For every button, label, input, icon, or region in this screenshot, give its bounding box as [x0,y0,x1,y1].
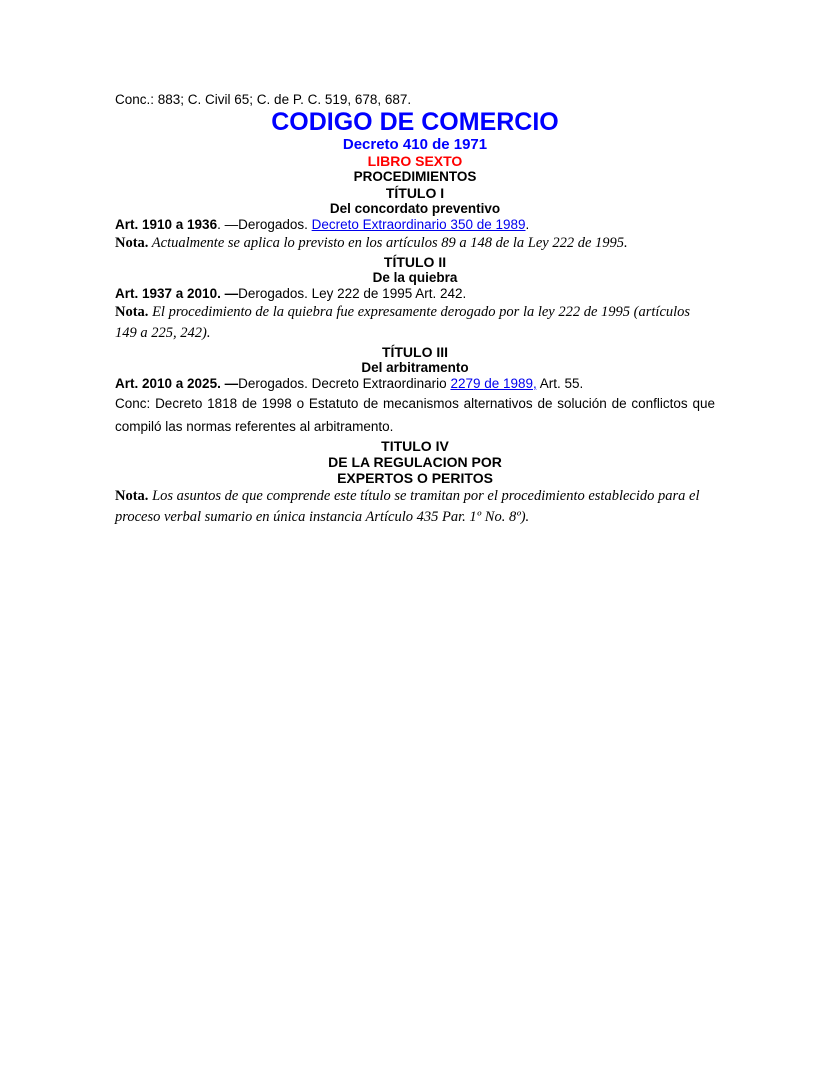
procedimientos-heading: PROCEDIMIENTOS [353,169,477,184]
titulo-iii-subheading: Del arbitramento [361,360,469,375]
nota-label: Nota. [115,488,149,504]
titulo-i-heading: TÍTULO I [385,185,445,201]
conc-reference-top: Conc.: 883; C. Civil 65; C. de P. C. 519, 678, 687. [115,92,412,107]
article-2010-2025-mid: Derogados. Decreto Extraordinario [238,376,451,391]
article-1910-1936-range: Art. 1910 a 1936 [115,217,218,232]
article-1910-1936-end: . [525,217,530,232]
titulo-i-subheading: Del concordato preventivo [329,201,501,216]
titulo-iii-heading: TÍTULO III [381,344,449,360]
conc-decreto-1818-paragraph: Conc: Decreto 1818 de 1998 o Estatuto de mecanismos alternativos de solución de conflictos que compiló las normas referentes al arbitramento. [115,396,715,434]
titulo-ii-subheading: De la quiebra [372,270,458,285]
decreto-2279-1989-link[interactable]: 2279 de 1989, [450,376,537,391]
nota-text: Actualmente se aplica lo previsto en los artículos 89 a 148 de la Ley 222 de 1995. [148,235,628,251]
article-1937-2010-rest: Derogados. Ley 222 de 1995 Art. 242. [238,286,467,301]
document-title: CODIGO DE COMERCIO [271,108,559,136]
titulo-ii-heading: TÍTULO II [383,254,447,270]
titulo-iv-line2: DE LA REGULACION POR [328,454,502,470]
nota-label: Nota. [115,304,149,320]
article-1910-1936-line [115,217,715,233]
article-1937-2010-line [115,286,715,302]
article-2010-2025-range: Art. 2010 a 2025. — [115,376,239,391]
nota-label: Nota. [115,235,149,251]
nota-titulo-ii [115,302,715,344]
nota-titulo-iv [115,486,715,528]
nota-titulo-i [115,233,715,254]
titulo-iv-heading: TITULO IV [381,438,449,454]
article-2010-2025-end: Art. 55. [536,376,584,391]
article-2010-2025-line [115,376,715,392]
article-1910-1936-mid: . —Derogados. [217,217,312,232]
article-1937-2010-range: Art. 1937 a 2010. — [115,286,239,301]
titulo-iv-line3: EXPERTOS O PERITOS [337,470,493,486]
libro-sexto-heading: LIBRO SEXTO [367,153,463,169]
nota-text: El procedimiento de la quiebra fue expresamente derogado por la ley 222 de 1995 (artículos 149 a 225, 242). [115,304,691,341]
decree-subtitle: Decreto 410 de 1971 [342,136,488,153]
decreto-350-1989-link[interactable]: Decreto Extraordinario 350 de 1989 [311,217,526,232]
nota-text: Los asuntos de que comprende este título se tramitan por el procedimiento establecido para el proceso verbal sumario en única instancia Artículo 435 Par. 1º No. 8º). [115,488,700,525]
